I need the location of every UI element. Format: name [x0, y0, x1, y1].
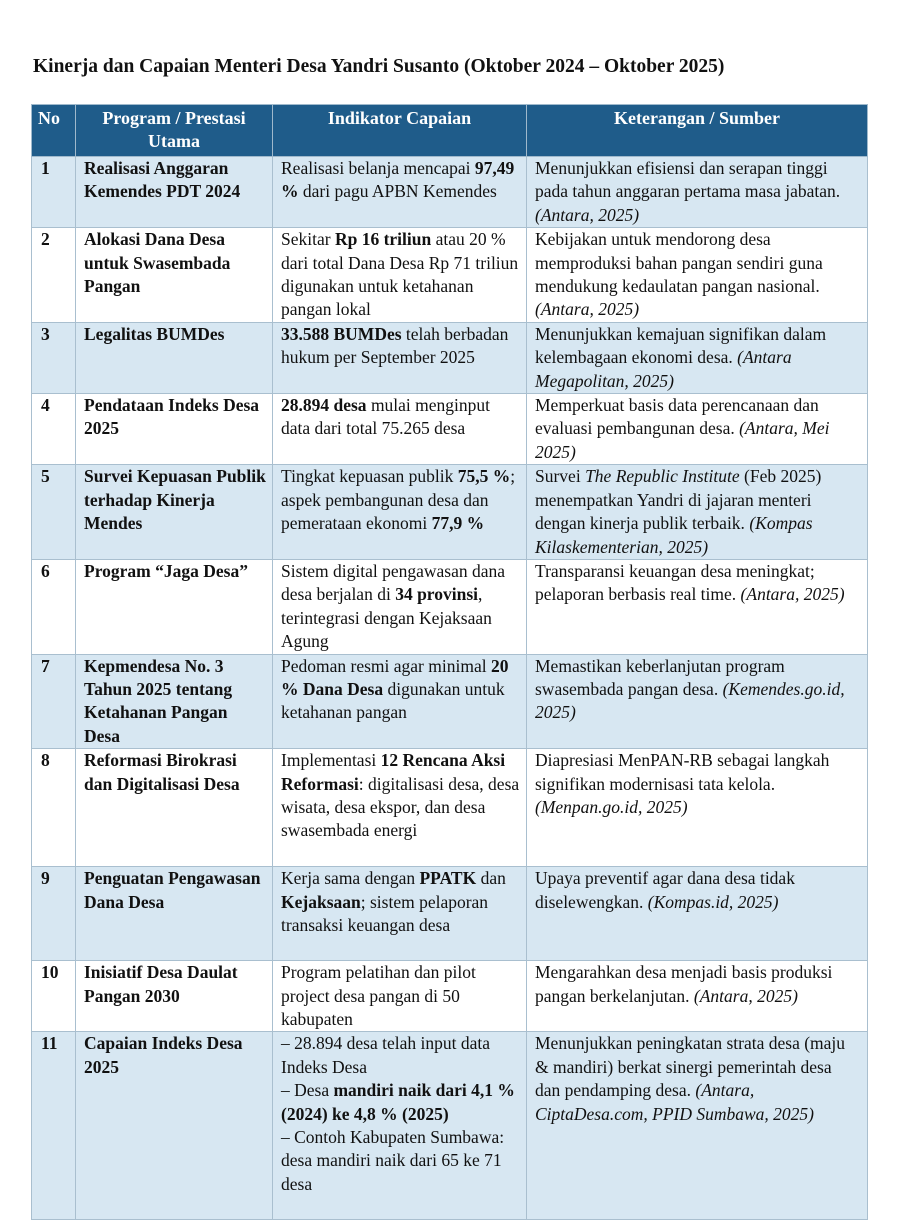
keterangan-source: (Antara, Mei 2025) — [535, 418, 830, 462]
keterangan-text: Mengarahkan desa menjadi basis produksi pangan berkelanjutan. — [535, 962, 833, 1006]
page-title: Kinerja dan Capaian Menteri Desa Yandri Susanto (Oktober 2024 – Oktober 2025) — [33, 56, 725, 77]
header-program — [76, 105, 273, 157]
keterangan-text: Memperkuat basis data perencanaan dan evaluasi pembangunan desa. — [535, 395, 819, 439]
indikator-text: Sekitar — [281, 229, 335, 250]
keterangan-text: Upaya preventif agar dana desa tidak diselewengkan. — [535, 868, 795, 912]
indikator-bold: 75,5 % — [457, 466, 511, 487]
keterangan-source: (Kompas Kilaskementerian, 2025) — [535, 513, 813, 557]
row-keterangan — [527, 559, 868, 654]
table-row — [32, 961, 868, 1032]
indikator-text: , terintegrasi dengan Kejaksaan Agung — [281, 584, 492, 652]
indikator-text: digunakan untuk ketahanan pangan — [281, 678, 505, 723]
keterangan-italic: The Republic Institute — [585, 466, 740, 487]
row-number: 8 — [32, 749, 76, 867]
keterangan-source: (Antara, 2025) — [693, 985, 798, 1006]
indikator-text: Program pelatihan dan pilot project desa pangan di 50 kabupaten — [281, 962, 476, 1029]
indikator-bold: Rp 16 triliun — [334, 229, 432, 250]
indikator-text: Implementasi — [281, 750, 381, 771]
row-keterangan — [527, 867, 868, 961]
row-indikator — [273, 157, 527, 228]
indikator-bold: 33.588 BUMDes — [281, 323, 402, 344]
keterangan-source: (Antara, 2025) — [535, 204, 640, 225]
row-program: Program “Jaga Desa” — [76, 559, 273, 654]
row-program: Capaian Indeks Desa 2025 — [76, 1032, 273, 1220]
keterangan-text: Transparansi keuangan desa meningkat; pelaporan berbasis real time. — [535, 560, 815, 605]
row-indikator — [273, 749, 527, 867]
row-number: 9 — [32, 867, 76, 961]
row-keterangan — [527, 157, 868, 228]
table-row — [32, 465, 868, 560]
indikator-bold: Kejaksaan — [281, 891, 361, 912]
table-row — [32, 228, 868, 323]
keterangan-source: (Menpan.go.id, 2025) — [535, 796, 688, 817]
table-row — [32, 322, 868, 393]
indikator-text: dan — [476, 868, 506, 889]
row-program: Pendataan Indeks Desa 2025 — [76, 394, 273, 465]
table-row — [32, 749, 868, 867]
row-keterangan — [527, 394, 868, 465]
indikator-line: – 28.894 desa telah input data Indeks Desa — [281, 1033, 490, 1077]
row-program: Kepmendesa No. 3 Tahun 2025 tentang Ketahanan Pangan Desa — [76, 654, 273, 749]
row-program: Legalitas BUMDes — [76, 322, 273, 393]
indikator-text: Sistem digital pengawasan dana desa berjalan di — [281, 560, 506, 605]
keterangan-text: Menunjukkan peningkatan strata desa (maju & mandiri) berkat sinergi pemerintah desa dan pendamping desa. — [535, 1033, 846, 1101]
keterangan-source: (Antara Megapolitan, 2025) — [535, 347, 792, 391]
indikator-line — [281, 1079, 520, 1126]
keterangan-text: Menunjukkan kemajuan signifikan dalam kelembagaan ekonomi desa. — [535, 323, 827, 368]
indikator-text: – Desa — [281, 1080, 334, 1101]
indikator-bold: 12 Rencana Aksi Reformasi — [281, 750, 506, 794]
header-indikator: Indikator Capaian — [273, 105, 527, 157]
keterangan-source: (Antara, 2025) — [740, 584, 845, 605]
keterangan-source: (Antara, CiptaDesa.com, PPID Sumbawa, 2025) — [535, 1080, 815, 1124]
row-keterangan — [527, 749, 868, 867]
indikator-text: Pedoman resmi agar minimal — [281, 655, 491, 676]
table-row — [32, 157, 868, 228]
row-number: 7 — [32, 654, 76, 749]
indikator-bold: 77,9 % — [431, 513, 485, 534]
keterangan-text: Kebijakan untuk mendorong desa memproduksi bahan pangan sendiri guna mendukung kedaulatan pangan nasional. — [535, 229, 823, 297]
row-number: 5 — [32, 465, 76, 560]
row-number: 10 — [32, 961, 76, 1032]
table-row — [32, 654, 868, 749]
indikator-text: mulai menginput data dari total 75.265 desa — [281, 395, 491, 439]
row-indikator — [273, 228, 527, 323]
table-row — [32, 867, 868, 961]
header-keterangan: Keterangan / Sumber — [527, 105, 868, 157]
row-indikator — [273, 394, 527, 465]
table-row — [32, 559, 868, 654]
indikator-bold: 97,49 % — [281, 158, 515, 202]
row-keterangan — [527, 961, 868, 1032]
row-program: Realisasi Anggaran Kemendes PDT 2024 — [76, 157, 273, 228]
indikator-text: ; sistem pelaporan transaksi keuangan desa — [281, 891, 489, 935]
header-program-line2: Utama — [148, 131, 200, 151]
row-number: 1 — [32, 157, 76, 228]
indikator-bold: 28.894 desa — [281, 395, 367, 416]
indikator-text: : digitalisasi desa, desa wisata, desa ekspor, dan desa swasembada energi — [281, 773, 520, 841]
table-row — [32, 394, 868, 465]
indikator-text: dari pagu APBN Kemendes — [298, 181, 497, 202]
header-program-line1: Program / Prestasi — [102, 108, 246, 128]
keterangan-text: Survei — [535, 466, 586, 487]
indikator-line: – Contoh Kabupaten Sumbawa: desa mandiri naik dari 65 ke 71 desa — [281, 1127, 505, 1194]
row-indikator — [273, 961, 527, 1032]
row-program: Survei Kepuasan Publik terhadap Kinerja Mendes — [76, 465, 273, 560]
keterangan-source: (Kemendes.go.id, 2025) — [535, 678, 845, 723]
row-keterangan — [527, 1032, 868, 1220]
row-keterangan — [527, 228, 868, 323]
table-body — [32, 157, 868, 1220]
row-number: 4 — [32, 394, 76, 465]
indikator-text: atau 20 % dari total Dana Desa Rp 71 triliun digunakan untuk ketahanan pangan lokal — [281, 229, 519, 320]
indikator-bold: 20 % Dana Desa — [281, 655, 509, 699]
row-number: 2 — [32, 228, 76, 323]
row-program: Penguatan Pengawasan Dana Desa — [76, 867, 273, 961]
table-row — [32, 1032, 868, 1220]
indikator-text: Realisasi belanja mencapai — [281, 158, 475, 178]
row-number: 11 — [32, 1032, 76, 1220]
keterangan-text: (Feb 2025) menempatkan Yandri di jajaran menteri dengan kinerja publik terbaik. — [535, 466, 822, 534]
keterangan-text: Menunjukkan efisiensi dan serapan tinggi pada tahun anggaran pertama masa jabatan. — [535, 158, 841, 202]
row-indikator — [273, 465, 527, 560]
indikator-text: Tingkat kepuasan publik — [281, 466, 458, 487]
table-header — [32, 105, 868, 157]
row-indikator — [273, 867, 527, 961]
row-indikator — [273, 654, 527, 749]
indikator-text: telah berbadan hukum per September 2025 — [281, 323, 509, 368]
keterangan-text: Diapresiasi MenPAN-RB sebagai langkah signifikan modernisasi tata kelola. — [535, 750, 830, 794]
header-no: No — [32, 105, 76, 157]
indikator-text: Kerja sama dengan — [281, 868, 420, 889]
row-indikator — [273, 322, 527, 393]
row-keterangan — [527, 465, 868, 560]
keterangan-text: Memastikan keberlanjutan program swasembada pangan desa. — [535, 655, 785, 699]
row-program: Reformasi Birokrasi dan Digitalisasi Desa — [76, 749, 273, 867]
keterangan-source: (Kompas.id, 2025) — [647, 891, 779, 912]
row-program: Inisiatif Desa Daulat Pangan 2030 — [76, 961, 273, 1032]
indikator-text: ; aspek pembangunan desa dan pemerataan ekonomi — [281, 466, 516, 534]
row-program: Alokasi Dana Desa untuk Swasembada Pangan — [76, 228, 273, 323]
indikator-bold: mandiri naik dari 4,1 % (2024) ke 4,8 % (2025) — [281, 1080, 515, 1124]
indikator-bold: 34 provinsi — [395, 584, 479, 605]
performance-table — [31, 104, 868, 1220]
row-keterangan — [527, 322, 868, 393]
keterangan-source: (Antara, 2025) — [535, 299, 640, 320]
row-keterangan — [527, 654, 868, 749]
row-indikator — [273, 559, 527, 654]
indikator-bold: PPATK — [419, 868, 477, 889]
row-number: 3 — [32, 322, 76, 393]
row-indikator — [273, 1032, 527, 1220]
row-number: 6 — [32, 559, 76, 654]
